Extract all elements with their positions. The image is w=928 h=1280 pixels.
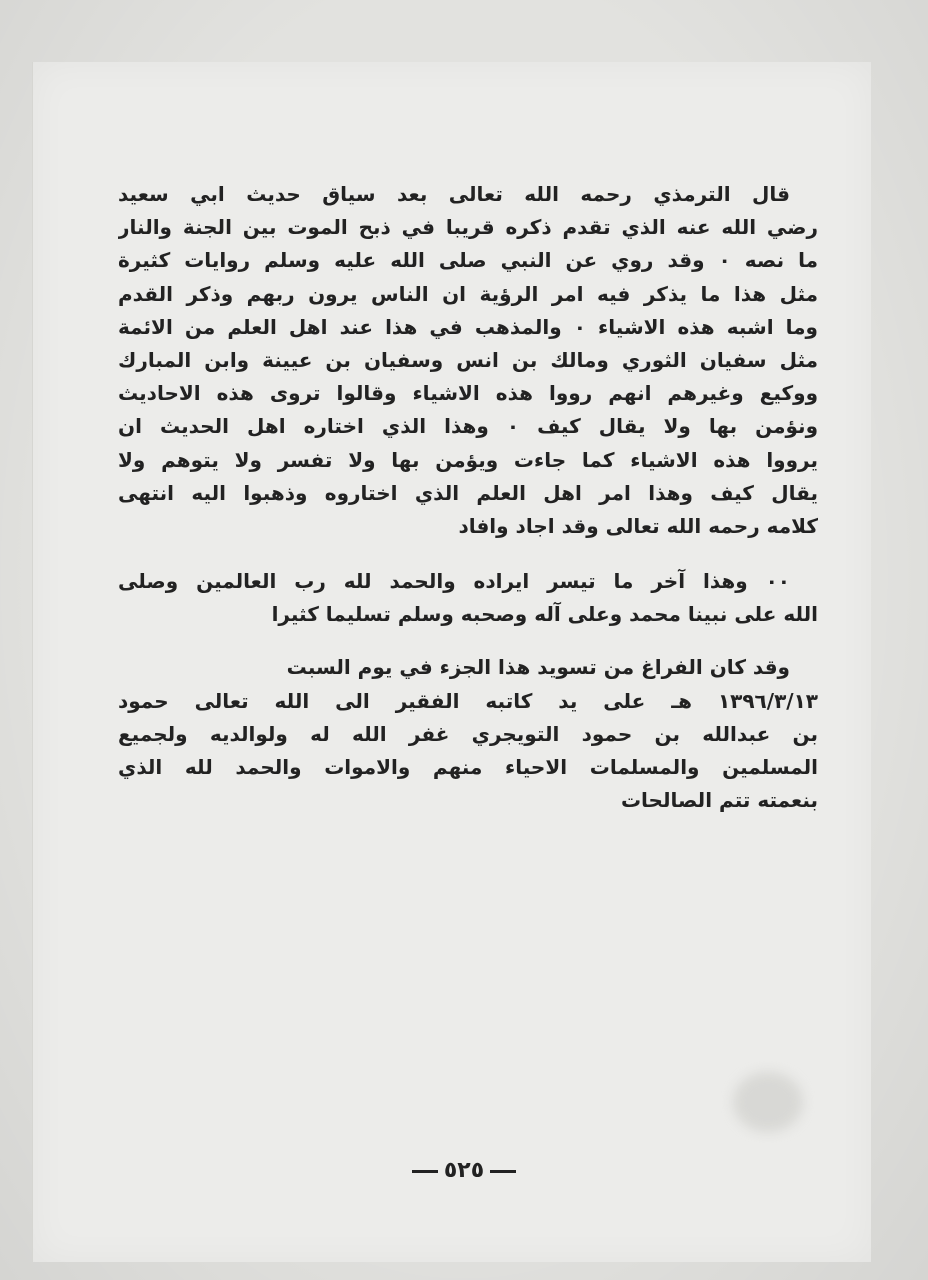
text-line: كلامه رحمه الله تعالى وقد اجاد وافاد [458,513,818,538]
page-number-dash [412,1170,438,1173]
text-line: مثل هذا ما يذكر فيه امر الرؤية ان الناس يرون ربهم وذكر القدم [118,281,818,306]
text-line: ما نصه ٠ وقد روي عن النبي صلى الله عليه وسلم روايات كثيرة [118,248,818,273]
text-line: رضي الله عنه الذي تقدم ذكره قريبا في ذبح الموت بين الجنة والنار [118,215,818,240]
text-line: ونؤمن بها ولا يقال كيف ٠ وهذا الذي اختاره اهل الحديث ان [118,414,818,439]
page-number [0,1158,928,1183]
page-number-value: ٥٢٥ [443,1158,485,1183]
text-line: وقد كان الفراغ من تسويد هذا الجزء في يوم السبت [286,655,790,680]
text-line: الله على نبينا محمد وعلى آله وصحبه وسلم تسليما كثيرا [271,602,818,627]
paragraph-tirmidhi-quote [118,178,818,543]
text-line: يرووا هذه الاشياء كما جاءت ويؤمن بها ولا تفسر ولا يتوهم ولا [118,447,818,472]
page-number-dash [490,1170,516,1173]
text-line: المسلمين والمسلمات الاحياء منهم والاموات والحمد لله الذي [118,755,818,779]
text-line: قال الترمذي رحمه الله تعالى بعد سياق حديث ابي سعيد [118,182,790,206]
text-line: مثل سفيان الثوري ومالك بن انس وسفيان بن عيينة وابن المبارك [118,347,818,372]
paragraph-colophon [118,651,818,817]
paragraph-closing-praise [118,565,818,631]
text-line: ووكيع وغيرهم انهم رووا هذه الاشياء وقالوا تروى هذه الاحاديث [118,381,818,406]
text-line: بن عبدالله بن حمود التويجري غفر الله له ولوالديه ولجميع [118,721,818,746]
text-line: ٠٠ وهذا آخر ما تيسر ايراده والحمد لله رب العالمين وصلى [118,569,790,594]
text-line: بنعمته تتم الصالحات [620,788,818,813]
page-text [118,178,818,817]
text-line: ١٣٩٦/٣/١٣ هـ على يد كاتبه الفقير الى الله تعالى حمود [118,688,818,713]
text-line: يقال كيف وهذا امر اهل العلم الذي اختاروه وذهبوا اليه انتهى [118,480,818,505]
text-line: وما اشبه هذه الاشياء ٠ والمذهب في هذا عند اهل العلم من الائمة [118,314,818,339]
page-smudge [733,1072,803,1132]
